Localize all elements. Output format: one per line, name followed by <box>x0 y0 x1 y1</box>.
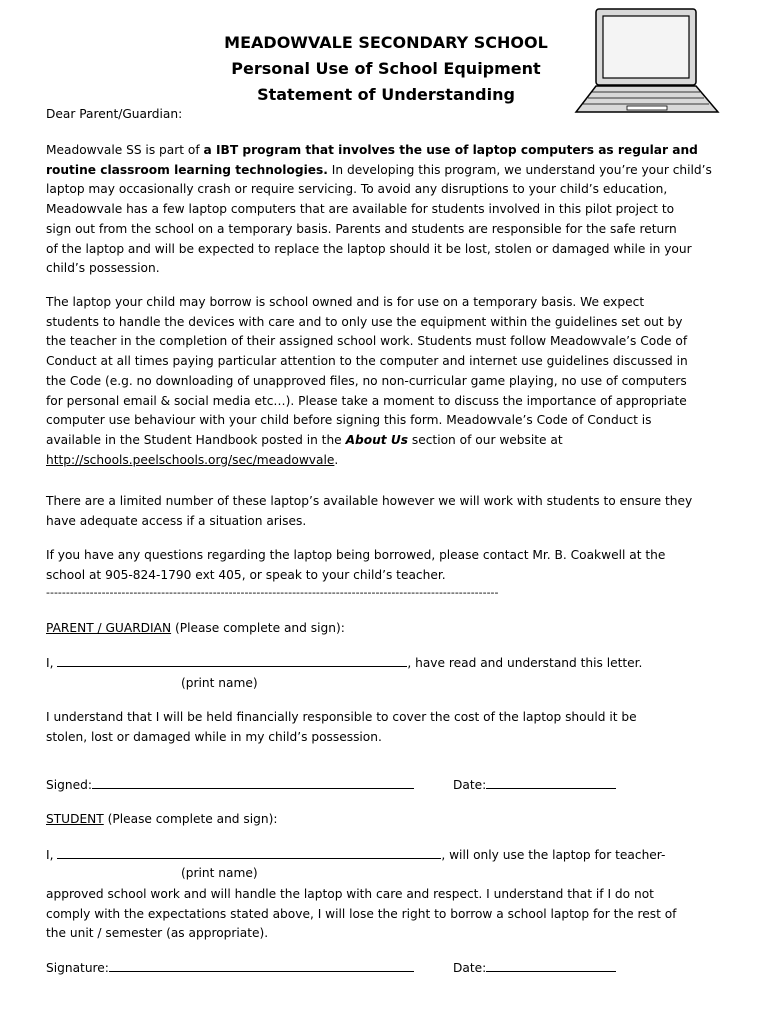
text-line: There are a limited number of these laptop’s available however we will work with students to ensure they <box>46 494 693 508</box>
parent-heading <box>46 621 345 635</box>
text-line: of the laptop and will be expected to replace the laptop should it be lost, stolen or damaged while in your <box>46 241 692 256</box>
student-name-line <box>46 846 665 862</box>
text-span: I, <box>46 656 58 670</box>
parent-heading-label: PARENT / GUARDIAN <box>46 621 172 635</box>
paragraph-intro <box>46 141 730 279</box>
parent-signature-field[interactable] <box>92 776 414 789</box>
paragraph-availability <box>46 492 730 531</box>
text-line: The laptop your child may borrow is school owned and is for use on a temporary basis. We expect <box>46 295 645 309</box>
signed-label: Signed: <box>46 778 92 792</box>
parent-print-name-label: (print name) <box>181 676 258 690</box>
paragraph-contact <box>46 546 730 585</box>
parent-signed-line <box>46 776 414 792</box>
text-line: the Code (e.g. no downloading of unapproved files, no non-curricular game playing, no use of computers <box>46 373 687 388</box>
parent-date-field[interactable] <box>486 776 616 789</box>
text-span: , will only use the laptop for teacher- <box>441 848 666 862</box>
document-subtitle: Personal Use of School Equipment <box>231 59 541 78</box>
parent-name-line <box>46 654 642 670</box>
signature-label: Signature: <box>46 961 109 975</box>
text-line: comply with the expectations stated above, I will lose the right to borrow a school laptop for the rest of <box>46 906 677 921</box>
student-signature-line <box>46 959 414 975</box>
text-line: students to handle the devices with care and to only use the equipment within the guidelines set out by <box>46 314 683 329</box>
document-subtitle-2: Statement of Understanding <box>257 85 515 104</box>
student-date-line <box>453 959 616 975</box>
greeting: Dear Parent/Guardian: <box>46 107 183 121</box>
student-agreement <box>46 885 730 944</box>
student-date-field[interactable] <box>486 959 616 972</box>
paragraph-usage <box>46 293 730 470</box>
date-label: Date: <box>453 778 487 792</box>
text-span: In developing this program, we understand you’re your child’s <box>327 162 712 177</box>
text-span: I, <box>46 848 58 862</box>
website-link[interactable]: http://schools.peelschools.org/sec/meadowvale <box>46 452 335 467</box>
date-label: Date: <box>453 961 487 975</box>
divider: ------------------------------------------------------------------------------------------------------------------ <box>46 586 499 599</box>
text-span: , have read and understand this letter. <box>407 656 643 670</box>
text-line: the teacher in the completion of their assigned school work. Students must follow Meadowvale’s Code of <box>46 334 688 349</box>
bold-text: a IBT program that involves the use of laptop computers as regular and <box>203 143 698 157</box>
text-span: section of our website at <box>408 432 563 447</box>
heading-note: (Please complete and sign): <box>171 621 345 635</box>
parent-responsibility <box>46 708 730 747</box>
parent-name-field[interactable] <box>57 654 407 667</box>
bold-text: routine classroom learning technologies. <box>46 162 328 177</box>
text-line: laptop may occasionally crash or require servicing. To avoid any disruptions to your child’s education, <box>46 182 668 197</box>
text-span: Meadowvale SS is part of <box>46 143 204 157</box>
parent-date-line <box>453 776 616 792</box>
school-title: MEADOWVALE SECONDARY SCHOOL <box>224 33 548 52</box>
student-print-name-label: (print name) <box>181 866 258 880</box>
text-line: school at 905-824-1790 ext 405, or speak to your child’s teacher. <box>46 567 446 582</box>
text-span: . <box>334 452 339 467</box>
text-line: computer use behaviour with your child before signing this form. Meadowvale’s Code of Conduct is <box>46 413 652 428</box>
student-signature-field[interactable] <box>109 959 414 972</box>
student-heading-label: STUDENT <box>46 812 104 826</box>
heading-note: (Please complete and sign): <box>103 812 278 826</box>
student-name-field[interactable] <box>57 846 441 859</box>
text-line: for personal email & social media etc…). Please take a moment to discuss the importance of appropriate <box>46 393 687 408</box>
text-line: the unit / semester (as appropriate). <box>46 926 269 941</box>
text-line: I understand that I will be held financially responsible to cover the cost of the laptop should it be <box>46 710 637 724</box>
text-line: sign out from the school on a temporary basis. Parents and students are responsible for the safe return <box>46 221 677 236</box>
text-line: Conduct at all times paying particular attention to the computer and internet use guidelines discussed in <box>46 354 688 369</box>
text-line: have adequate access if a situation arises. <box>46 513 307 528</box>
text-line: child’s possession. <box>46 261 160 276</box>
text-line: Meadowvale has a few laptop computers that are available for students involved in this pilot project to <box>46 202 675 217</box>
text-line: approved school work and will handle the laptop with care and respect. I understand that if I do not <box>46 887 654 901</box>
text-line: If you have any questions regarding the laptop being borrowed, please contact Mr. B. Coakwell at the <box>46 548 666 562</box>
text-span: available in the Student Handbook posted in the <box>46 432 346 447</box>
text-line: stolen, lost or damaged while in my child’s possession. <box>46 729 382 744</box>
student-heading <box>46 812 277 826</box>
about-us-text: About Us <box>345 432 408 447</box>
